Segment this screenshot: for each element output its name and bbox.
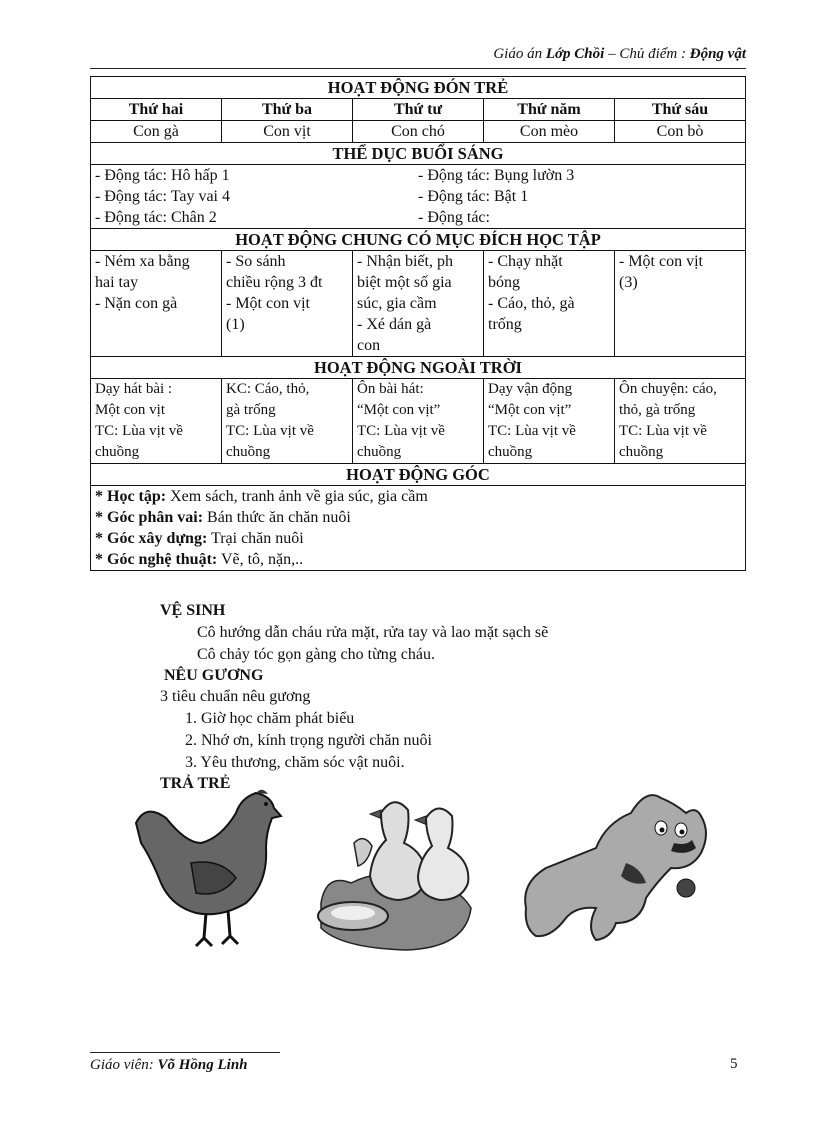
general-activity-cell bbox=[484, 251, 615, 357]
page-number: 5 bbox=[730, 1056, 738, 1072]
cell-line: - Nhận biết, ph bbox=[357, 253, 453, 270]
corner-text: Xem sách, tranh ảnh về gia súc, gia cầm bbox=[166, 488, 428, 505]
exercise-right-list bbox=[418, 165, 741, 228]
cell-line: (3) bbox=[619, 274, 638, 291]
exercise-item: - Động tác: Tay vai 4 bbox=[95, 188, 230, 205]
page-footer bbox=[90, 1052, 280, 1074]
section-the-duc-title: THỂ DỤC BUỔI SÁNG bbox=[91, 143, 746, 165]
day-header: Thứ tư bbox=[353, 99, 484, 121]
hen-illustration bbox=[136, 790, 281, 946]
lesson-plan-table bbox=[90, 76, 746, 571]
corner-label: * Góc nghệ thuật: bbox=[95, 551, 218, 568]
day-animal: Con vịt bbox=[222, 121, 353, 143]
day-animal: Con chó bbox=[353, 121, 484, 143]
neu-guong-heading: NÊU GƯƠNG bbox=[164, 667, 264, 684]
outdoor-activity-cell bbox=[484, 379, 615, 464]
cell-line: biệt một số gia bbox=[357, 274, 452, 291]
exercise-left-list bbox=[95, 165, 418, 228]
day-animal: Con mèo bbox=[484, 121, 615, 143]
day-animal: Con gà bbox=[91, 121, 222, 143]
cell-line: TC: Lùa vịt về bbox=[226, 423, 314, 439]
header-class: Lớp Chồi bbox=[545, 46, 605, 62]
cell-line: Ôn bài hát: bbox=[357, 381, 424, 397]
cell-line: Dạy hát bài : bbox=[95, 381, 173, 397]
cell-line: trống bbox=[488, 316, 522, 333]
outdoor-activity-cell bbox=[91, 379, 222, 464]
corner-activity-cell bbox=[91, 486, 746, 571]
cell-line: bóng bbox=[488, 274, 520, 291]
ve-sinh-line: Cô hướng dẫn cháu rửa mặt, rửa tay và lao mặt sạch sẽ bbox=[197, 624, 549, 641]
header-theme: Động vật bbox=[689, 46, 746, 62]
cell-line: - Một con vịt bbox=[619, 253, 703, 270]
cell-line: Ôn chuyện: cáo, bbox=[619, 381, 717, 397]
cell-line: - Một con vịt bbox=[226, 295, 310, 312]
cell-line: Một con vịt bbox=[95, 402, 165, 418]
cell-line: - Cáo, thỏ, gà bbox=[488, 295, 575, 312]
corner-item bbox=[95, 549, 741, 570]
section-ngoai-troi-title: HOẠT ĐỘNG NGOÀI TRỜI bbox=[91, 357, 746, 379]
exercise-item: - Động tác: bbox=[418, 209, 490, 226]
general-activity-cell bbox=[222, 251, 353, 357]
cell-line: chuồng bbox=[226, 444, 271, 460]
ve-sinh-heading: VỆ SINH bbox=[160, 602, 226, 619]
day-animal: Con bò bbox=[615, 121, 746, 143]
cell-line: thỏ, gà trống bbox=[619, 402, 696, 418]
cell-line: chuồng bbox=[488, 444, 533, 460]
cell-line: - Chạy nhặt bbox=[488, 253, 563, 270]
cell-line: TC: Lùa vịt về bbox=[357, 423, 445, 439]
cell-line: gà trống bbox=[226, 402, 276, 418]
cell-line: chuồng bbox=[357, 444, 402, 460]
general-activity-cell bbox=[615, 251, 746, 357]
cell-line: - Ném xa bằng bbox=[95, 253, 190, 270]
cell-line: chuồng bbox=[95, 444, 140, 460]
corner-text: Bán thức ăn chăn nuôi bbox=[203, 509, 351, 526]
cell-line: TC: Lùa vịt về bbox=[619, 423, 707, 439]
farm-animals-illustration bbox=[126, 788, 726, 958]
exercise-cell bbox=[91, 165, 746, 229]
exercise-item: - Động tác: Bật 1 bbox=[418, 188, 529, 205]
outdoor-activity-cell bbox=[615, 379, 746, 464]
cell-line: chiều rộng 3 đt bbox=[226, 274, 323, 291]
day-header: Thứ hai bbox=[91, 99, 222, 121]
teacher-label: Giáo viên: bbox=[90, 1057, 154, 1073]
corner-text: Trại chăn nuôi bbox=[207, 530, 304, 547]
corner-label: * Học tập: bbox=[95, 488, 167, 505]
cell-line: hai tay bbox=[95, 274, 139, 291]
ducks-illustration bbox=[318, 802, 471, 950]
header-separator: – Chủ điểm : bbox=[604, 46, 686, 62]
exercise-item: - Động tác: Chân 2 bbox=[95, 209, 217, 226]
corner-item bbox=[95, 507, 741, 528]
teacher-name: Võ Hồng Linh bbox=[157, 1057, 248, 1073]
general-activity-cell bbox=[353, 251, 484, 357]
neu-guong-item: 3. Yêu thương, chăm sóc vật nuôi. bbox=[185, 754, 405, 771]
cell-line: TC: Lùa vịt về bbox=[95, 423, 183, 439]
corner-label: * Góc phân vai: bbox=[95, 509, 204, 526]
outdoor-activity-cell bbox=[222, 379, 353, 464]
section-don-tre-title: HOẠT ĐỘNG ĐÓN TRẺ bbox=[91, 77, 746, 99]
page-header bbox=[90, 46, 746, 69]
exercise-item: - Động tác: Hô hấp 1 bbox=[95, 167, 230, 184]
general-activity-cell bbox=[91, 251, 222, 357]
cell-line: - Nặn con gà bbox=[95, 295, 178, 312]
corner-text: Vẽ, tô, nặn,.. bbox=[217, 551, 304, 568]
cell-line: súc, gia cầm bbox=[357, 295, 437, 312]
neu-guong-intro: 3 tiêu chuẩn nêu gương bbox=[160, 688, 311, 705]
exercise-item: - Động tác: Bụng lườn 3 bbox=[418, 167, 575, 184]
cell-line: - Xé dán gà bbox=[357, 316, 432, 333]
dog-illustration bbox=[525, 795, 706, 940]
day-header: Thứ ba bbox=[222, 99, 353, 121]
neu-guong-item: 1. Giờ học chăm phát biểu bbox=[185, 710, 355, 727]
corner-label: * Góc xây dựng: bbox=[95, 530, 208, 547]
tra-tre-heading: TRẢ TRẺ bbox=[160, 775, 231, 792]
cell-line: chuồng bbox=[619, 444, 664, 460]
outdoor-activity-cell bbox=[353, 379, 484, 464]
cell-line: - So sánh bbox=[226, 253, 286, 270]
neu-guong-item: 2. Nhớ ơn, kính trọng người chăn nuôi bbox=[185, 732, 432, 749]
cell-line: “Một con vịt” bbox=[357, 402, 441, 418]
cell-line: (1) bbox=[226, 316, 245, 333]
cell-line: con bbox=[357, 337, 381, 354]
corner-item bbox=[95, 486, 741, 507]
ve-sinh-line: Cô chảy tóc gọn gàng cho từng cháu. bbox=[197, 646, 435, 663]
header-prefix: Giáo án bbox=[493, 46, 543, 62]
section-hoat-dong-chung-title: HOẠT ĐỘNG CHUNG CÓ MỤC ĐÍCH HỌC TẬP bbox=[91, 229, 746, 251]
cell-line: KC: Cáo, thỏ, bbox=[226, 381, 310, 397]
section-goc-title: HOẠT ĐỘNG GÓC bbox=[91, 464, 746, 486]
cell-line: Dạy vận động bbox=[488, 381, 573, 397]
day-header: Thứ sáu bbox=[615, 99, 746, 121]
cell-line: “Một con vịt” bbox=[488, 402, 572, 418]
day-header: Thứ năm bbox=[484, 99, 615, 121]
cell-line: TC: Lùa vịt về bbox=[488, 423, 576, 439]
corner-item bbox=[95, 528, 741, 549]
